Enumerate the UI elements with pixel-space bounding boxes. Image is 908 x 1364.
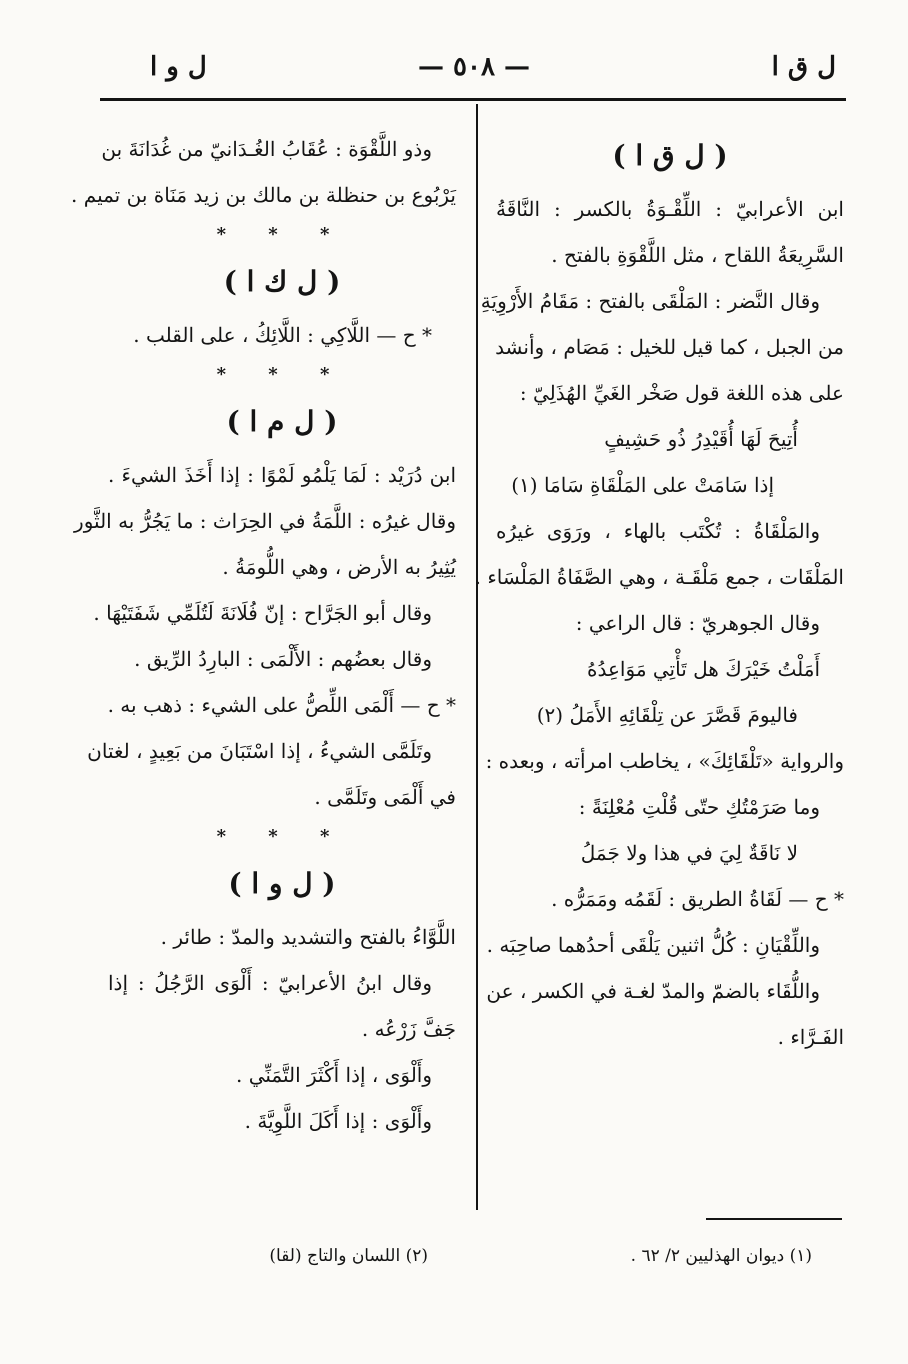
text-line: في أَلْمَى وتَلَمَّى . (314, 785, 456, 809)
footnote-2: (٢) اللسان والتاج (لقا) (269, 1246, 428, 1266)
text-line: وذو اللَّقْوَة : عُقَابُ الغُـدَانيّ من غُدَانَةَ بن (101, 137, 432, 161)
text-line: وأَلْوَى ، إذا أَكْثَرَ التَّمَنِّي . (235, 1063, 432, 1087)
text-line: المَلْقَات ، جمع مَلْقَـة ، وهي الصَّفَاةُ المَلْسَاء . (474, 565, 844, 589)
section-title-lwa: ( ل و ا ) (228, 867, 336, 900)
header-root-left: ل و ا (150, 52, 207, 82)
text-line: اللَّوَّاءُ بالفتح والتشديد والمدّ : طائر . (160, 925, 456, 949)
column-divider (476, 104, 478, 1210)
text-line: ابن دُرَيْد : لَمَا يَلْمُو لَمْوًا : إذا أَخَذَ الشيءَ . (108, 463, 456, 487)
text-line: الفَـرَّاء . (777, 1025, 844, 1049)
text-line: ابن الأعرابيّ : اللِّقْـوَةُ بالكسر : النَّاقَةُ (496, 197, 844, 221)
text-line: وتَلَمَّى الشيءُ ، إذا اسْتَبَانَ من بَعِيدٍ ، لغتان (87, 739, 432, 763)
header-root-right: ل ق ا (771, 52, 836, 82)
text-line: وقال بعضُهم : الأَلْمَى : البارِدُ الرِّيق . (134, 647, 432, 671)
text-line: والمَلْقَاةُ : تُكْتَب بالهاء ، ورَوَى غيرُه (496, 519, 820, 543)
text-line: * ح — اللَّاكِي : اللَّائِكُ ، على القلب . (133, 323, 432, 347)
text-line: والرواية «تَلْقَائِكَ» ، يخاطب امرأته ، وبعده : (485, 749, 844, 773)
left-column (71, 126, 456, 1144)
section-separator: * * * (216, 826, 348, 847)
right-column (474, 126, 844, 1060)
section-title-lka: ( ل ك ا ) (223, 265, 341, 298)
text-line: وقال أبو الجَرَّاح : إنّ فُلَانَةَ لَتُلَمِّي شَفَتَيْهَا . (93, 601, 432, 625)
text-line: وقال النَّضر : المَلْقَى بالفتح : مَقَامُ الأَرْوِيَةِ (480, 289, 820, 313)
footnote-1: (١) ديوان الهذليين ٢/ ٦٢ . (630, 1246, 812, 1266)
text-line: واللُّقَاء بالضمّ والمدّ لغـة في الكسر ، عن (486, 979, 820, 1003)
section-separator: * * * (216, 224, 348, 245)
text-line: وقال الجوهريّ : قال الراعي : (575, 611, 820, 635)
text-line: يَرْبُوع بن حنظلة بن مالك بن زيد مَنَاة بن تميم . (71, 183, 456, 207)
text-line: جَفَّ زَرْعُه . (361, 1017, 456, 1041)
text-line: واللِّقْيَانِ : كُلُّ اثنين يَلْقَى أحدُهما صاحِبَه . (486, 933, 820, 957)
verse-line: لا نَاقَةٌ لِيَ في هذا ولا جَمَلُ (580, 841, 798, 865)
text-line: يُثِيرُ به الأرض ، وهي اللُّومَةُ . (222, 555, 456, 579)
verse-line: أُتِيحَ لَهَا أُقَيْدِرُ ذُو حَشِيفٍ (604, 427, 798, 451)
text-line: * ح — أَلْمَى اللِّصُّ على الشيء : ذهب به . (107, 693, 456, 717)
verse-line: فاليومَ قَصَّرَ عن تِلْقَائِهِ الأَمَلُ (٢) (536, 703, 798, 727)
header-rule (100, 98, 846, 101)
section-title-lqa: ( ل ق ا ) (612, 139, 728, 172)
text-line: السَّرِيعَةُ اللقاح ، مثل اللَّقْوَةِ بالفتح . (551, 243, 844, 267)
section-title-lma: ( ل م ا ) (226, 405, 338, 438)
text-line: وقال ابنُ الأعرابيّ : أَلْوَى الرَّجُلُ : إذا (108, 971, 432, 995)
text-line: على هذه اللغة قول صَخْر الغَيِّ الهُذَلِيّ : (519, 381, 844, 405)
page-header (100, 52, 848, 92)
text-line: وقال غيرُه : اللَّمَةُ في الحِرَاث : ما يَجُرُّ به الثَّور (74, 509, 456, 533)
verse-line: أَمَلْتُ خَيْرَكَ هل تَأْتِي مَوَاعِدُهُ (587, 657, 820, 681)
text-line: * ح — لَقَاةُ الطريق : لَقَمُه ومَمَرُّه . (551, 887, 844, 911)
section-separator: * * * (216, 364, 348, 385)
text-line: من الجبل ، كما قيل للخيل : مَصَام ، وأنشد (495, 335, 844, 359)
verse-line: وما صَرَمْتُكِ حتّى قُلْتِ مُعْلِنَةً : (578, 795, 820, 819)
page-number: — ٥٠٨ — (417, 52, 531, 82)
verse-line: إذا سَامَتْ على المَلْقَاةِ سَامَا (١) (511, 473, 774, 497)
text-line: وأَلْوَى : إذا أَكَلَ اللَّوِيَّةَ . (244, 1109, 432, 1133)
footnote-rule (706, 1218, 842, 1220)
